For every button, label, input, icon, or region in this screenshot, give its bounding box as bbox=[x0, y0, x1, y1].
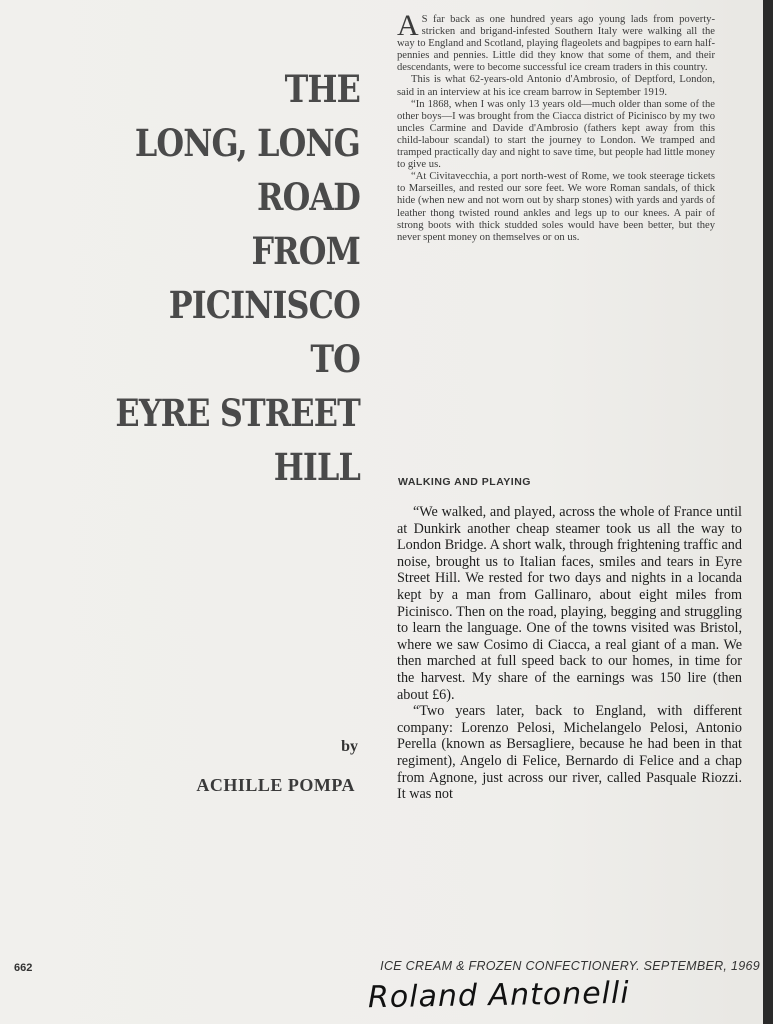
title-line: THE bbox=[284, 67, 360, 111]
title-line: EYRE STREET bbox=[115, 391, 360, 435]
byline-by: by bbox=[341, 738, 358, 755]
title-line: PICINISCO bbox=[168, 283, 360, 327]
paragraph: “Two years later, back to England, with different company: Lorenzo Pelosi, Michelangelo Pelosi, Antonio Perella (known as Bersagliere, because he had been in that regiment), Angelo di Felice, Bernardo di Felice and a chap from Agnone, just across our river, called Pasquale Riozzi. It was not bbox=[397, 703, 742, 803]
page-number: 662 bbox=[14, 962, 33, 974]
paragraph: “We walked, and played, across the whole of France until at Dunkirk another cheap steamer took us all the way to London Bridge. A short walk, through frightening traffic and noise, brought us to Italian faces, smiles and tears in Eyre Street Hill. We rested for two days and nights in a locanda kept by a man from Gallinaro, about eight miles from Picinisco. Then on the road, playing, begging and struggling to learn the language. One of the towns visited was Bristol, where we saw Cosimo di Ciacca, a real giant of a man. We then marched at full speed back to our homes, in time for the harvest. My share of the earnings was 150 lire (then about £6). bbox=[397, 504, 742, 703]
paragraph: “At Civitavecchia, a port north-west of Rome, we took steerage tickets to Marseilles, and rested our sore feet. We wore Roman sandals, of thick hide (when new and not worn out by sharp stones) with yards and yards of leather thong twisted round ankles and legs up to our knees. A pair of strong boots with thick studded soles would have been better, but they never spent money on themselves or on us. bbox=[397, 171, 715, 243]
paragraph: This is what 62-years-old Antonio d'Ambrosio, of Deptford, London, said in an interview at his ice cream barrow in September 1919. bbox=[397, 74, 715, 98]
handwritten-signature: Roland Antonelli bbox=[367, 975, 630, 1016]
article-title bbox=[60, 62, 360, 494]
title-line: ROAD bbox=[256, 175, 360, 219]
title-line: FROM bbox=[251, 229, 360, 273]
paragraph: A S far back as one hundred years ago young lads from poverty-stricken and brigand-infested Southern Italy were walking all the way to England and Scotland, playing flageolets and bagpipes to earn half-pennies and pennies. Little did they know that some of them, and their descendants, were to become successful ice cream traders in this country. bbox=[397, 9, 715, 74]
paragraph: “In 1868, when I was only 13 years old—much older than some of the other boys—I was brought from the Ciacca district of Picinisco by my two uncles Carmine and Davide d'Ambrosio (fathers kept away from this child-labour scandal) to start the journey to London. We tramped and tramped practically day and night to save time, but people had little money to give us. bbox=[397, 98, 715, 171]
article-column-bottom bbox=[397, 504, 742, 803]
title-line: TO bbox=[310, 337, 360, 381]
byline-author: ACHILLE POMPA bbox=[196, 775, 355, 795]
page-edge bbox=[763, 0, 773, 1024]
publication-footer: ICE CREAM & FROZEN CONFECTIONERY. SEPTEMBER, 1969 bbox=[380, 959, 760, 973]
section-subhead: WALKING AND PLAYING bbox=[398, 476, 531, 488]
title-line: HILL bbox=[273, 445, 360, 489]
title-line: LONG, LONG bbox=[134, 121, 360, 165]
article-column-top bbox=[397, 9, 715, 244]
drop-cap: A bbox=[397, 9, 419, 42]
